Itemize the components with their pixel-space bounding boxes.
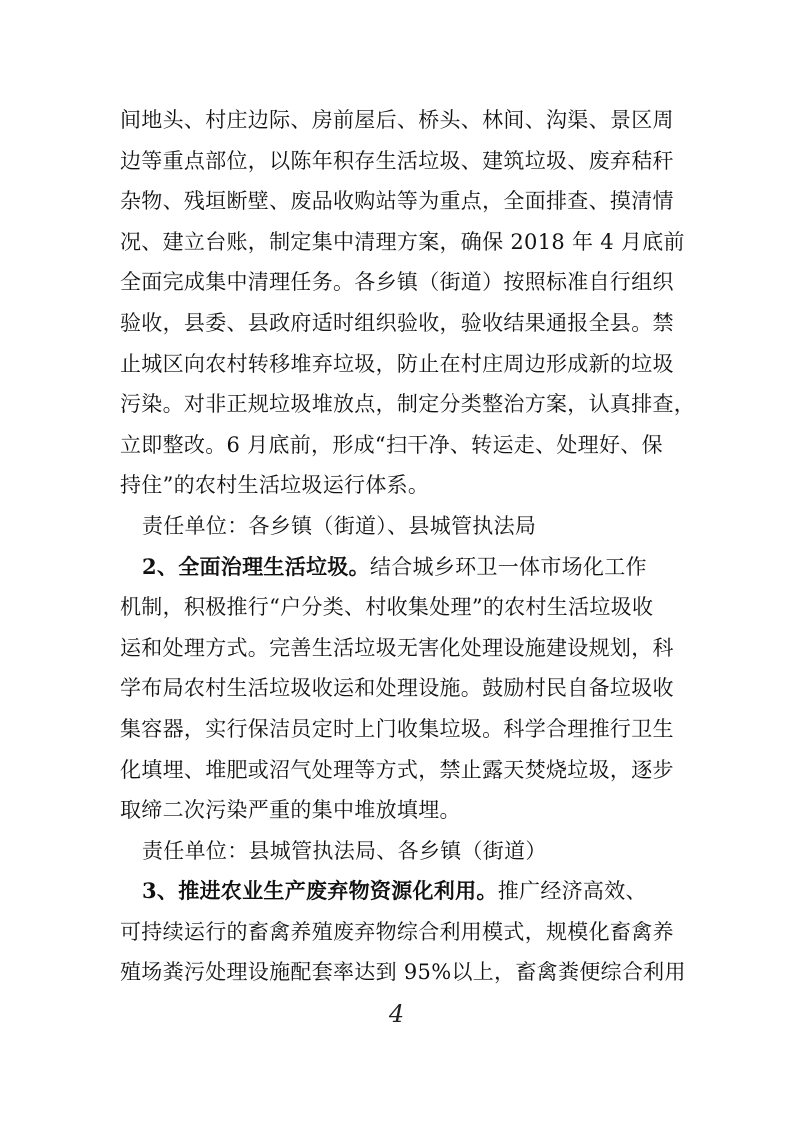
section-2-heading: 2、全面治理生活垃圾。 xyxy=(142,553,370,579)
responsibility-line-2: 责任单位：县城管执法局、各乡镇（街道） xyxy=(142,838,547,863)
section-3-first-text: 推广经济高效、 xyxy=(497,879,647,904)
section-3-heading: 3、推进农业生产废弃物资源化利用。 xyxy=(142,878,498,904)
paragraph-line: 立即整改。6 月底前，形成“扫干净、转运走、处理好、保 xyxy=(120,432,663,457)
paragraph-line: 学布局农村生活垃圾收运和处理设施。鼓励村民自备垃圾收 xyxy=(120,676,674,701)
paragraph-line: 况、建立台账，制定集中清理方案，确保 2018 年 4 月底前 xyxy=(120,229,685,254)
paragraph-line: 污染。对非正规垃圾堆放点，制定分类整治方案，认真排查， xyxy=(120,392,696,417)
paragraph-line: 殖场粪污处理设施配套率达到 95%以上，畜禽粪便综合利用 xyxy=(120,960,686,985)
section-2-first-line xyxy=(120,547,680,588)
paragraph-line: 持住”的农村生活垃圾运行体系。 xyxy=(120,473,430,498)
paragraph-line: 验收，县委、县政府适时组织验收，验收结果通报全县。禁 xyxy=(120,310,674,335)
section-2-first-text: 结合城乡环卫一体市场化工作 xyxy=(369,554,647,579)
paragraph-line: 止城区向农村转移堆弃垃圾，防止在村庄周边形成新的垃圾 xyxy=(120,351,674,376)
responsibility-line-1: 责任单位：各乡镇（街道）、县城管执法局 xyxy=(142,513,537,538)
paragraph-line: 集容器，实行保洁员定时上门收集垃圾。科学合理推行卫生 xyxy=(120,716,674,741)
paragraph-line: 间地头、村庄边际、房前屋后、桥头、林间、沟渠、景区周 xyxy=(120,108,674,132)
paragraph-line: 全面完成集中清理任务。各乡镇（街道）按照标准自行组织 xyxy=(120,270,674,295)
paragraph-line: 杂物、残垣断壁、废品收购站等为重点，全面排查、摸清情 xyxy=(120,189,674,214)
body-text xyxy=(120,100,696,993)
paragraph-line: 化填埋、堆肥或沼气处理等方式，禁止露天焚烧垃圾，逐步 xyxy=(120,757,674,782)
section-3-first-line xyxy=(120,871,680,912)
page-number: 4 xyxy=(388,1000,405,1028)
paragraph-line: 运和处理方式。完善生活垃圾无害化处理设施建设规划，科 xyxy=(120,635,674,660)
paragraph-line: 可持续运行的畜禽养殖废弃物综合利用模式，规模化畜禽养 xyxy=(120,919,674,944)
paragraph-line: 取缔二次污染严重的集中堆放填埋。 xyxy=(120,798,461,823)
paragraph-line: 边等重点部位，以陈年积存生活垃圾、建筑垃圾、废弃秸秆 xyxy=(120,148,674,173)
paragraph-line: 机制，积极推行“户分类、村收集处理”的农村生活垃圾收 xyxy=(120,595,654,620)
